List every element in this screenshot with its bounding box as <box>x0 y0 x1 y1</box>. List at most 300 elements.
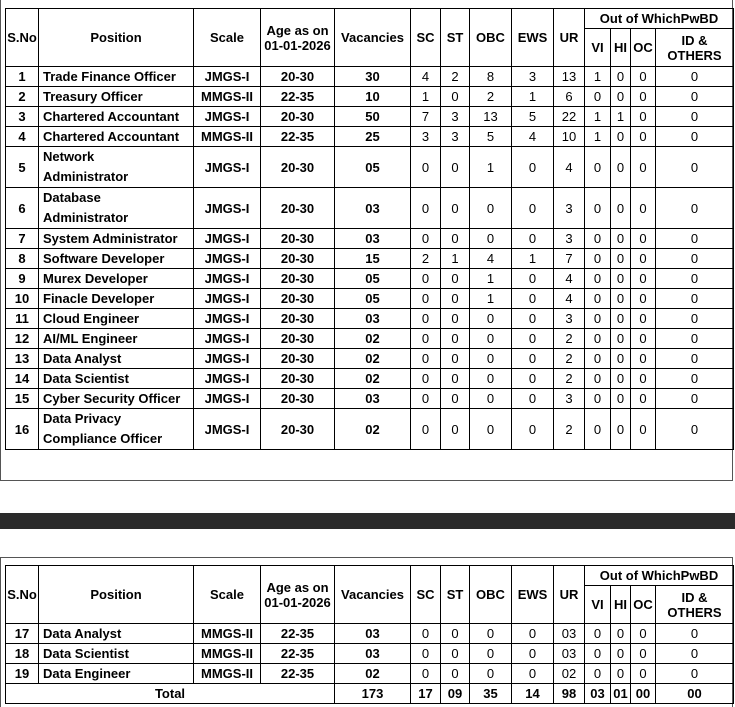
row-position <box>39 147 194 188</box>
row-position <box>39 309 194 329</box>
row-scale: JMGS-I <box>194 249 261 269</box>
row-scale: JMGS-I <box>194 369 261 389</box>
header-id-others <box>656 586 734 624</box>
row-position-line1: Data Privacy <box>43 411 122 426</box>
row-oc: 0 <box>631 664 656 684</box>
header-age <box>261 9 335 67</box>
row-ur: 2 <box>554 409 585 450</box>
row-obc: 1 <box>470 147 512 188</box>
row-vi: 0 <box>585 87 611 107</box>
row-position <box>39 369 194 389</box>
row-vi: 0 <box>585 369 611 389</box>
header-ews: EWS <box>512 9 554 67</box>
row-position <box>39 229 194 249</box>
row-position <box>39 87 194 107</box>
row-position-line1: Software Developer <box>43 251 165 266</box>
row-id-others: 0 <box>656 127 734 147</box>
row-age: 20-30 <box>261 289 335 309</box>
row-oc: 0 <box>631 127 656 147</box>
table-row <box>6 269 734 289</box>
row-vacancies: 50 <box>335 107 411 127</box>
row-ur: 4 <box>554 269 585 289</box>
total-id-others: 00 <box>656 684 734 704</box>
row-scale: JMGS-I <box>194 349 261 369</box>
row-id-others: 0 <box>656 249 734 269</box>
row-hi: 0 <box>611 644 631 664</box>
row-vi: 0 <box>585 329 611 349</box>
table-row <box>6 249 734 269</box>
row-vi: 0 <box>585 289 611 309</box>
row-vi: 0 <box>585 624 611 644</box>
total-vi: 03 <box>585 684 611 704</box>
header-id-line1: ID & <box>681 589 708 605</box>
row-position <box>39 127 194 147</box>
header-hi: HI <box>611 29 631 67</box>
row-ews: 0 <box>512 349 554 369</box>
header-sc: SC <box>411 9 441 67</box>
table-row <box>6 289 734 309</box>
row-ur: 3 <box>554 389 585 409</box>
row-sno: 9 <box>6 269 39 289</box>
row-scale: JMGS-I <box>194 289 261 309</box>
row-scale: JMGS-I <box>194 147 261 188</box>
row-sc: 2 <box>411 249 441 269</box>
row-vi: 0 <box>585 389 611 409</box>
row-hi: 0 <box>611 269 631 289</box>
row-scale: MMGS-II <box>194 664 261 684</box>
row-hi: 0 <box>611 87 631 107</box>
row-age: 20-30 <box>261 309 335 329</box>
row-ews: 0 <box>512 624 554 644</box>
row-sc: 0 <box>411 624 441 644</box>
row-sc: 7 <box>411 107 441 127</box>
header-sno: S.No <box>6 9 39 67</box>
row-ur: 03 <box>554 644 585 664</box>
row-sc: 0 <box>411 664 441 684</box>
header-vi: VI <box>585 586 611 624</box>
row-vacancies: 03 <box>335 309 411 329</box>
table-row <box>6 624 734 644</box>
row-obc: 0 <box>470 229 512 249</box>
row-oc: 0 <box>631 107 656 127</box>
row-position-line1: Treasury Officer <box>43 89 143 104</box>
row-age: 20-30 <box>261 329 335 349</box>
row-ews: 0 <box>512 269 554 289</box>
row-oc: 0 <box>631 147 656 188</box>
row-scale: JMGS-I <box>194 67 261 87</box>
row-hi: 0 <box>611 249 631 269</box>
row-sno: 3 <box>6 107 39 127</box>
header-position: Position <box>39 9 194 67</box>
row-ews: 0 <box>512 664 554 684</box>
row-id-others: 0 <box>656 188 734 229</box>
row-st: 0 <box>441 229 470 249</box>
row-id-others: 0 <box>656 107 734 127</box>
row-st: 1 <box>441 249 470 269</box>
row-st: 0 <box>441 349 470 369</box>
row-ews: 0 <box>512 644 554 664</box>
row-hi: 0 <box>611 309 631 329</box>
row-position-line1: Cloud Engineer <box>43 311 140 326</box>
row-obc: 0 <box>470 349 512 369</box>
total-ews: 14 <box>512 684 554 704</box>
row-vacancies: 02 <box>335 329 411 349</box>
row-hi: 0 <box>611 229 631 249</box>
header-scale: Scale <box>194 566 261 624</box>
row-sno: 16 <box>6 409 39 450</box>
row-hi: 0 <box>611 188 631 229</box>
row-ews: 1 <box>512 87 554 107</box>
table-row <box>6 67 734 87</box>
table-row <box>6 127 734 147</box>
row-position <box>39 349 194 369</box>
row-obc: 1 <box>470 289 512 309</box>
row-vacancies: 03 <box>335 624 411 644</box>
row-vacancies: 03 <box>335 389 411 409</box>
row-position-line2: Compliance Officer <box>43 431 163 446</box>
header-oc: OC <box>631 586 656 624</box>
row-obc: 0 <box>470 389 512 409</box>
row-age: 20-30 <box>261 389 335 409</box>
row-age: 20-30 <box>261 147 335 188</box>
row-age: 20-30 <box>261 107 335 127</box>
table-row <box>6 329 734 349</box>
header-id-others <box>656 29 734 67</box>
row-vi: 0 <box>585 229 611 249</box>
row-age: 20-30 <box>261 269 335 289</box>
row-age: 20-30 <box>261 229 335 249</box>
row-age: 20-30 <box>261 369 335 389</box>
row-oc: 0 <box>631 329 656 349</box>
row-scale: JMGS-I <box>194 409 261 450</box>
row-age: 22-35 <box>261 87 335 107</box>
table-row <box>6 87 734 107</box>
row-ews: 0 <box>512 188 554 229</box>
row-ews: 0 <box>512 147 554 188</box>
row-st: 0 <box>441 309 470 329</box>
row-position-line1: Data Analyst <box>43 351 122 366</box>
row-hi: 0 <box>611 664 631 684</box>
row-oc: 0 <box>631 229 656 249</box>
row-obc: 0 <box>470 309 512 329</box>
row-sno: 12 <box>6 329 39 349</box>
row-ur: 02 <box>554 664 585 684</box>
row-position-line1: Trade Finance Officer <box>43 69 176 84</box>
header-st: ST <box>441 566 470 624</box>
row-id-others: 0 <box>656 87 734 107</box>
row-position <box>39 188 194 229</box>
row-vacancies: 02 <box>335 409 411 450</box>
row-id-others: 0 <box>656 229 734 249</box>
row-oc: 0 <box>631 249 656 269</box>
row-position-line1: System Administrator <box>43 231 178 246</box>
row-hi: 0 <box>611 289 631 309</box>
row-obc: 0 <box>470 624 512 644</box>
row-obc: 2 <box>470 87 512 107</box>
header-hi: HI <box>611 586 631 624</box>
row-sno: 5 <box>6 147 39 188</box>
row-position-line1: Data Scientist <box>43 646 129 661</box>
row-vi: 0 <box>585 349 611 369</box>
table-row <box>6 229 734 249</box>
row-st: 0 <box>441 369 470 389</box>
row-obc: 0 <box>470 369 512 389</box>
row-ews: 0 <box>512 369 554 389</box>
row-age: 20-30 <box>261 67 335 87</box>
row-vi: 0 <box>585 644 611 664</box>
table-row <box>6 349 734 369</box>
row-ur: 3 <box>554 188 585 229</box>
total-hi: 01 <box>611 684 631 704</box>
row-ur: 13 <box>554 67 585 87</box>
row-vacancies: 15 <box>335 249 411 269</box>
row-hi: 0 <box>611 67 631 87</box>
header-ur: UR <box>554 9 585 67</box>
row-id-others: 0 <box>656 644 734 664</box>
row-hi: 0 <box>611 369 631 389</box>
row-obc: 0 <box>470 188 512 229</box>
row-st: 0 <box>441 389 470 409</box>
row-ews: 3 <box>512 67 554 87</box>
row-st: 0 <box>441 644 470 664</box>
row-id-others: 0 <box>656 309 734 329</box>
row-oc: 0 <box>631 309 656 329</box>
header-id-line2: OTHERS <box>667 47 722 63</box>
row-st: 0 <box>441 664 470 684</box>
row-vi: 1 <box>585 107 611 127</box>
row-obc: 0 <box>470 329 512 349</box>
table-row <box>6 309 734 329</box>
row-position <box>39 644 194 664</box>
row-ews: 0 <box>512 409 554 450</box>
header-obc: OBC <box>470 566 512 624</box>
row-oc: 0 <box>631 269 656 289</box>
header-pwbd: Out of WhichPwBD <box>585 566 734 586</box>
vacancy-table-2-body <box>6 624 734 684</box>
row-oc: 0 <box>631 188 656 229</box>
row-position <box>39 249 194 269</box>
row-hi: 0 <box>611 329 631 349</box>
header-age-line2: 01-01-2026 <box>264 37 331 53</box>
row-sc: 0 <box>411 329 441 349</box>
row-sc: 1 <box>411 87 441 107</box>
header-vacancies: Vacancies <box>335 566 411 624</box>
row-position-line1: Finacle Developer <box>43 291 155 306</box>
row-sno: 1 <box>6 67 39 87</box>
row-sc: 4 <box>411 67 441 87</box>
row-sno: 19 <box>6 664 39 684</box>
row-sc: 0 <box>411 269 441 289</box>
row-id-others: 0 <box>656 349 734 369</box>
row-st: 0 <box>441 188 470 229</box>
row-st: 0 <box>441 147 470 188</box>
row-ur: 2 <box>554 329 585 349</box>
header-sno: S.No <box>6 566 39 624</box>
row-age: 20-30 <box>261 188 335 229</box>
row-id-others: 0 <box>656 389 734 409</box>
vacancy-table-2 <box>5 565 734 704</box>
row-ur: 4 <box>554 147 585 188</box>
table-row <box>6 188 734 229</box>
row-obc: 4 <box>470 249 512 269</box>
row-oc: 0 <box>631 369 656 389</box>
row-position-line2: Administrator <box>43 210 129 225</box>
row-scale: JMGS-I <box>194 229 261 249</box>
row-st: 0 <box>441 329 470 349</box>
table-row <box>6 389 734 409</box>
row-hi: 1 <box>611 107 631 127</box>
row-age: 22-35 <box>261 664 335 684</box>
row-id-others: 0 <box>656 147 734 188</box>
row-scale: JMGS-I <box>194 188 261 229</box>
row-position <box>39 289 194 309</box>
row-sno: 17 <box>6 624 39 644</box>
table-row <box>6 147 734 188</box>
row-vacancies: 25 <box>335 127 411 147</box>
table-row <box>6 664 734 684</box>
row-oc: 0 <box>631 87 656 107</box>
row-position <box>39 389 194 409</box>
row-position <box>39 409 194 450</box>
row-sc: 0 <box>411 289 441 309</box>
row-vacancies: 05 <box>335 289 411 309</box>
row-age: 22-35 <box>261 644 335 664</box>
row-scale: MMGS-II <box>194 624 261 644</box>
row-vi: 1 <box>585 127 611 147</box>
row-sc: 0 <box>411 389 441 409</box>
row-sno: 2 <box>6 87 39 107</box>
row-id-others: 0 <box>656 329 734 349</box>
row-obc: 13 <box>470 107 512 127</box>
row-ews: 0 <box>512 229 554 249</box>
row-sc: 0 <box>411 229 441 249</box>
row-ews: 0 <box>512 329 554 349</box>
row-ews: 0 <box>512 309 554 329</box>
row-sno: 7 <box>6 229 39 249</box>
row-st: 3 <box>441 127 470 147</box>
row-vi: 0 <box>585 409 611 450</box>
row-position <box>39 624 194 644</box>
row-ews: 1 <box>512 249 554 269</box>
row-scale: JMGS-I <box>194 389 261 409</box>
total-vacancies: 173 <box>335 684 411 704</box>
row-ur: 2 <box>554 369 585 389</box>
table-row <box>6 644 734 664</box>
row-age: 20-30 <box>261 409 335 450</box>
header-ur: UR <box>554 566 585 624</box>
row-sno: 4 <box>6 127 39 147</box>
row-sc: 0 <box>411 309 441 329</box>
row-oc: 0 <box>631 389 656 409</box>
row-sno: 10 <box>6 289 39 309</box>
row-ur: 3 <box>554 229 585 249</box>
row-vi: 1 <box>585 67 611 87</box>
row-vi: 0 <box>585 269 611 289</box>
table-row <box>6 107 734 127</box>
row-scale: MMGS-II <box>194 644 261 664</box>
row-sno: 8 <box>6 249 39 269</box>
row-hi: 0 <box>611 389 631 409</box>
row-scale: JMGS-I <box>194 329 261 349</box>
row-hi: 0 <box>611 409 631 450</box>
row-vacancies: 02 <box>335 664 411 684</box>
row-scale: MMGS-II <box>194 127 261 147</box>
row-vacancies: 05 <box>335 269 411 289</box>
row-position <box>39 664 194 684</box>
row-ews: 0 <box>512 389 554 409</box>
row-oc: 0 <box>631 409 656 450</box>
row-sc: 0 <box>411 409 441 450</box>
row-obc: 8 <box>470 67 512 87</box>
row-sno: 18 <box>6 644 39 664</box>
total-obc: 35 <box>470 684 512 704</box>
row-oc: 0 <box>631 624 656 644</box>
row-ur: 6 <box>554 87 585 107</box>
row-position-line1: Data Scientist <box>43 371 129 386</box>
row-vi: 0 <box>585 188 611 229</box>
row-ur: 03 <box>554 624 585 644</box>
total-oc: 00 <box>631 684 656 704</box>
row-obc: 0 <box>470 409 512 450</box>
row-hi: 0 <box>611 624 631 644</box>
row-position-line1: Network <box>43 149 95 164</box>
header-ews: EWS <box>512 566 554 624</box>
row-vacancies: 05 <box>335 147 411 188</box>
row-position <box>39 67 194 87</box>
row-sc: 0 <box>411 369 441 389</box>
row-age: 20-30 <box>261 249 335 269</box>
row-ur: 22 <box>554 107 585 127</box>
row-position <box>39 107 194 127</box>
total-ur: 98 <box>554 684 585 704</box>
header-obc: OBC <box>470 9 512 67</box>
row-age: 22-35 <box>261 624 335 644</box>
row-id-others: 0 <box>656 369 734 389</box>
row-st: 2 <box>441 67 470 87</box>
row-vi: 0 <box>585 249 611 269</box>
header-age-line1: Age as on <box>266 579 329 595</box>
row-ur: 2 <box>554 349 585 369</box>
row-id-others: 0 <box>656 409 734 450</box>
row-id-others: 0 <box>656 289 734 309</box>
header-oc: OC <box>631 29 656 67</box>
header-age-line2: 01-01-2026 <box>264 594 331 610</box>
row-position-line1: Data Analyst <box>43 626 122 641</box>
row-vacancies: 30 <box>335 67 411 87</box>
row-st: 0 <box>441 269 470 289</box>
row-sc: 0 <box>411 188 441 229</box>
row-age: 22-35 <box>261 127 335 147</box>
header-age <box>261 566 335 624</box>
row-ews: 4 <box>512 127 554 147</box>
row-obc: 0 <box>470 644 512 664</box>
page-divider-band <box>0 513 735 529</box>
row-ur: 10 <box>554 127 585 147</box>
row-oc: 0 <box>631 67 656 87</box>
row-id-others: 0 <box>656 269 734 289</box>
row-sc: 0 <box>411 147 441 188</box>
total-row <box>6 684 734 704</box>
row-vi: 0 <box>585 309 611 329</box>
header-vacancies: Vacancies <box>335 9 411 67</box>
header-id-line2: OTHERS <box>667 604 722 620</box>
row-sno: 11 <box>6 309 39 329</box>
row-position <box>39 329 194 349</box>
row-position-line1: Cyber Security Officer <box>43 391 181 406</box>
header-scale: Scale <box>194 9 261 67</box>
header-sc: SC <box>411 566 441 624</box>
row-st: 0 <box>441 289 470 309</box>
